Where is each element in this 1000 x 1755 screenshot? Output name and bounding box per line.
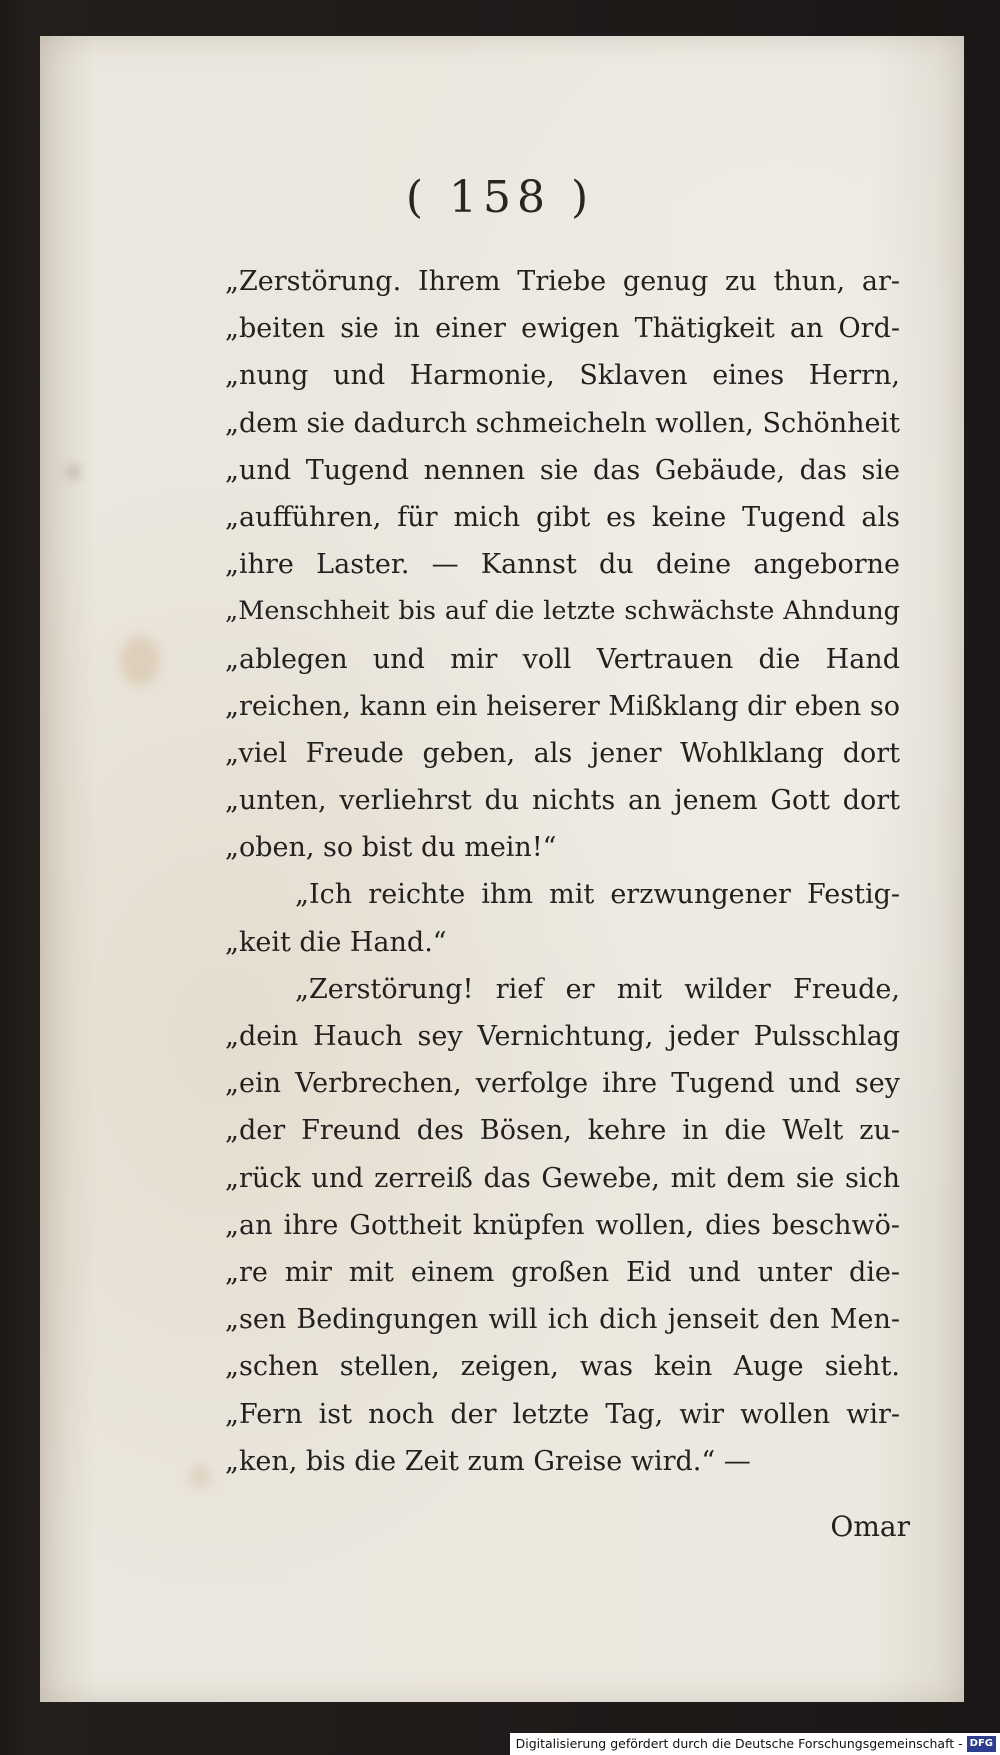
text-line: „Zerstörung! rief er mit wilder Freude,: [295, 973, 900, 1005]
paper-mark: [70, 466, 76, 478]
text-line: „der Freund des Bösen, kehre in die Welt zu-: [225, 1115, 900, 1147]
catchword: Omar: [830, 1510, 910, 1543]
text-line: „keit die Hand.“: [225, 926, 447, 958]
text-line: „beiten sie in einer ewigen Thätigkeit an Ord-: [225, 313, 900, 345]
text-line: „rück und zerreiß das Gewebe, mit dem sie sich: [225, 1162, 900, 1194]
digitization-credit: [510, 1733, 1000, 1755]
text-line: „und Tugend nennen sie das Gebäude, das sie: [225, 454, 900, 486]
text-line: „reichen, kann ein heiserer Mißklang dir eben so: [225, 690, 900, 722]
text-line: „schen stellen, zeigen, was kein Auge sieht.: [225, 1351, 900, 1383]
paper-stain: [190, 1466, 210, 1488]
text-line: „aufführen, für mich gibt es keine Tugend als: [225, 501, 900, 533]
text-line: „ken, bis die Zeit zum Greise wird.“ —: [225, 1445, 751, 1477]
text-line: „ihre Laster. — Kannst du deine angeborne: [225, 549, 900, 581]
text-line: „Fern ist noch der letzte Tag, wir wollen wir-: [225, 1398, 900, 1430]
text-line: „Ich reichte ihm mit erzwungener Festig-: [295, 879, 900, 911]
text-line: „sen Bedingungen will ich dich jenseit den Men-: [225, 1304, 900, 1336]
text-line: „Menschheit bis auf die letzte schwächste Ahndung: [225, 596, 900, 627]
text-line: „nung und Harmonie, Sklaven eines Herrn,: [225, 360, 900, 392]
text-line: „unten, verliehrst du nichts an jenem Gott dort: [225, 785, 900, 817]
paper-stain: [120, 636, 160, 686]
credit-text: Digitalisierung gefördert durch die Deutsche Forschungsgemeinschaft -: [515, 1736, 963, 1751]
text-line: „Zerstörung. Ihrem Triebe genug zu thun, ar-: [225, 266, 900, 297]
dfg-logo: DFG: [967, 1736, 996, 1752]
text-line: „re mir mit einem großen Eid und unter die-: [225, 1256, 900, 1288]
text-line: „dein Hauch sey Vernichtung, jeder Pulsschlag: [225, 1021, 900, 1052]
text-line: „dem sie dadurch schmeicheln wollen, Schönheit: [225, 407, 900, 439]
text-line: „ablegen und mir voll Vertrauen die Hand: [225, 643, 900, 675]
text-line: „an ihre Gottheit knüpfen wollen, dies beschwö-: [225, 1209, 900, 1241]
text-line: „viel Freude geben, als jener Wohlklang dort: [225, 737, 900, 769]
page-number: ( 158 ): [405, 172, 595, 223]
text-line: „oben, so bist du mein!“: [225, 832, 557, 864]
text-line: „ein Verbrechen, verfolge ihre Tugend und sey: [225, 1068, 900, 1100]
body-text: [225, 258, 900, 1485]
